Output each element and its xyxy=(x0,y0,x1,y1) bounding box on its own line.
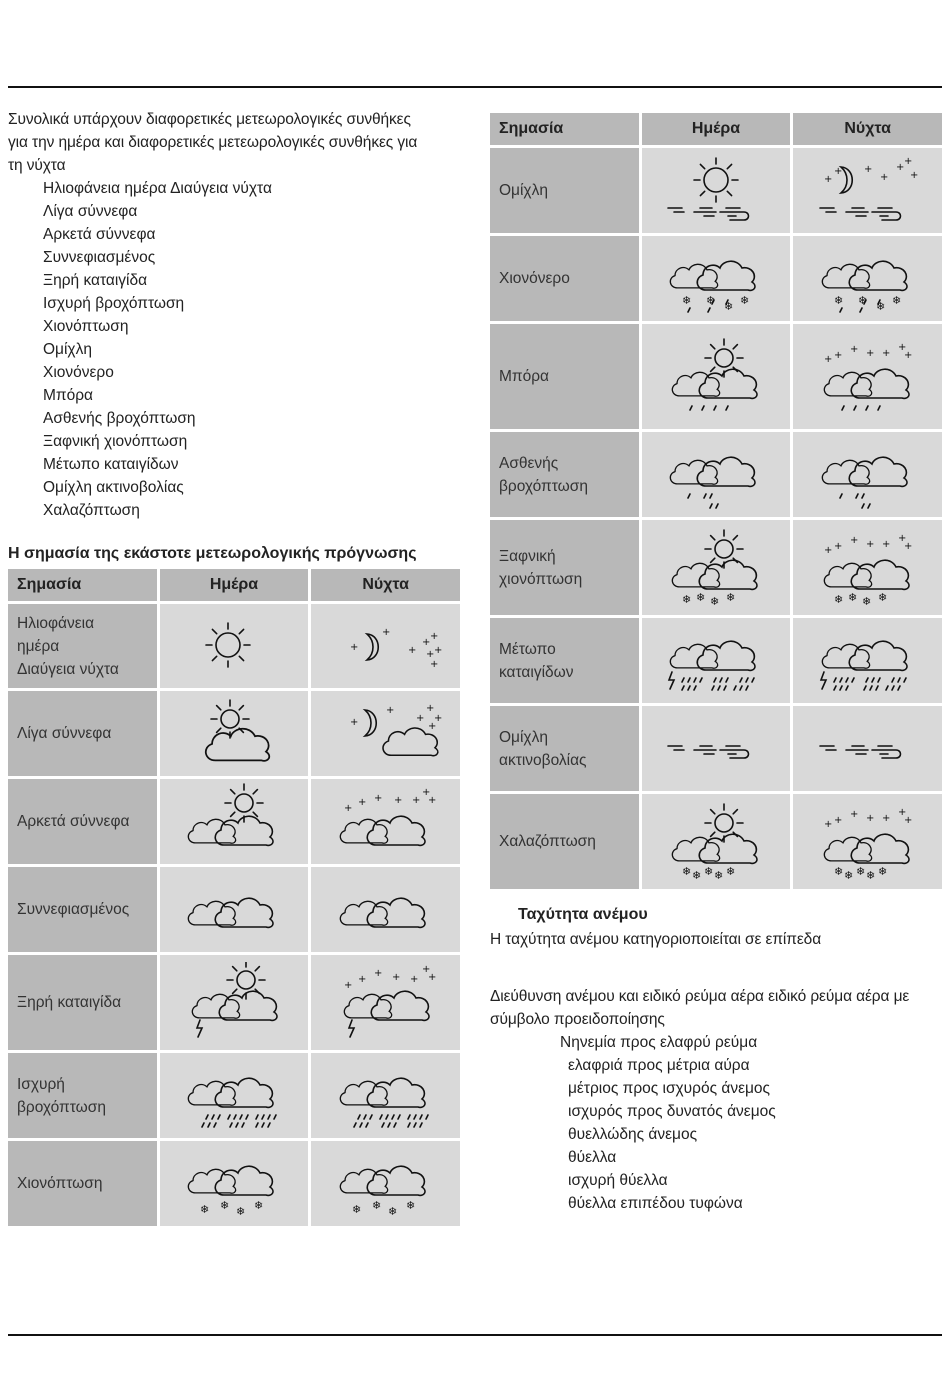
list-item: Χιονόνερο xyxy=(43,364,114,381)
forecast-title: Η σημασία της εκάστοτε μετεωρολογικής πρόγνωσης xyxy=(8,545,417,562)
svg-text:+: + xyxy=(849,343,859,355)
conditions-list xyxy=(8,177,460,522)
night-icon-cell xyxy=(793,618,942,703)
table-row xyxy=(8,955,460,1050)
night-icon-cell xyxy=(793,432,942,517)
day-icon-cell xyxy=(160,867,309,952)
night-icon-cell xyxy=(311,867,460,952)
svg-text:+: + xyxy=(865,347,875,359)
svg-text:❄: ❄ xyxy=(843,868,853,882)
night-icon-cell xyxy=(793,794,942,889)
left-column xyxy=(8,108,460,1229)
forecast-table-right xyxy=(487,110,945,892)
clouds-icon xyxy=(330,869,442,951)
svg-text:+: + xyxy=(849,808,859,820)
svg-text:+: + xyxy=(421,786,431,798)
svg-text:+: + xyxy=(381,627,391,638)
day-icon-cell xyxy=(160,955,309,1050)
table-row xyxy=(490,618,942,703)
header-meaning: Σημασία xyxy=(490,113,639,145)
night-icon-cell xyxy=(311,604,460,688)
row-meaning-label: Ισχυρή βροχόπτωση xyxy=(8,1053,157,1138)
list-item: Ξαφνική χιονόπτωση xyxy=(43,433,188,450)
svg-text:+: + xyxy=(433,645,442,656)
sun-clouds-shower-icon xyxy=(660,336,772,418)
header-night: Νύχτα xyxy=(793,113,942,145)
svg-text:+: + xyxy=(909,169,919,181)
list-item: Ξηρή καταιγίδα xyxy=(43,272,148,289)
list-item: Ισχυρή βροχόπτωση xyxy=(43,295,185,312)
table-row xyxy=(490,706,942,791)
wind-direction-line-2: σύμβολο προειδοποίησης xyxy=(490,1011,665,1028)
svg-text:+: + xyxy=(429,659,439,670)
svg-text:❄: ❄ xyxy=(847,590,857,604)
clouds-heavy-rain-icon xyxy=(178,1055,290,1137)
table-row xyxy=(8,1141,460,1226)
radiation-fog-icon xyxy=(812,708,924,790)
svg-text:+: + xyxy=(823,544,833,556)
svg-text:+: + xyxy=(863,163,873,175)
svg-text:❄: ❄ xyxy=(199,1202,210,1216)
svg-text:+: + xyxy=(343,979,353,991)
svg-text:+: + xyxy=(409,973,419,985)
svg-text:+: + xyxy=(421,963,431,975)
list-item: Ομίχλη xyxy=(43,341,92,358)
night-icon-cell xyxy=(311,955,460,1050)
svg-text:+: + xyxy=(425,702,435,714)
row-meaning-label: Ομίχλη ακτινοβολίας xyxy=(490,706,639,791)
svg-text:❄: ❄ xyxy=(681,592,692,606)
radiation-fog-icon xyxy=(660,708,772,790)
row-meaning-label: Χαλαζόπτωση xyxy=(490,794,639,889)
sun-clouds-hail-icon xyxy=(660,801,772,883)
svg-text:+: + xyxy=(881,347,891,359)
header-day: Ημέρα xyxy=(160,569,309,601)
svg-text:+: + xyxy=(385,704,395,716)
svg-text:+: + xyxy=(411,794,421,806)
intro-line-2: για την ημέρα και διαφορετικές μετεωρολογικές συνθήκες για xyxy=(8,134,418,151)
sun-clouds-snow-shower-icon xyxy=(660,527,772,609)
list-item: Συννεφιασμένος xyxy=(43,249,156,266)
list-item: μέτριος προς ισχυρός άνεμος xyxy=(568,1080,771,1097)
day-icon-cell xyxy=(642,618,791,703)
svg-text:+: + xyxy=(833,814,843,826)
svg-text:+: + xyxy=(879,171,889,183)
row-meaning-label: Μπόρα xyxy=(490,324,639,429)
table-row xyxy=(8,1053,460,1138)
svg-text:+: + xyxy=(897,806,907,818)
table-row xyxy=(490,520,942,615)
right-column xyxy=(490,110,942,1215)
svg-text:+: + xyxy=(407,645,417,656)
row-meaning-label: Λίγα σύννεφα xyxy=(8,691,157,776)
list-item: Μέτωπο καταιγίδων xyxy=(43,456,179,473)
svg-text:❄: ❄ xyxy=(235,1204,246,1218)
svg-text:+: + xyxy=(865,538,875,550)
stars-clouds-lightning-icon xyxy=(330,962,442,1044)
day-icon-cell xyxy=(642,794,791,889)
svg-text:❄: ❄ xyxy=(833,293,843,307)
table-header-row xyxy=(8,569,460,601)
table-row xyxy=(490,432,942,517)
svg-text:❄: ❄ xyxy=(739,293,750,307)
clouds-snow-icon xyxy=(330,1143,442,1225)
svg-text:❄: ❄ xyxy=(713,868,724,882)
svg-text:+: + xyxy=(427,720,437,732)
sun-clouds-icon xyxy=(178,781,290,863)
table-row xyxy=(490,148,942,233)
moon-fog-icon xyxy=(812,150,924,232)
svg-text:❄: ❄ xyxy=(857,293,867,307)
svg-text:❄: ❄ xyxy=(387,1204,397,1218)
svg-text:+: + xyxy=(357,973,367,985)
clouds-heavy-rain-icon xyxy=(330,1055,442,1137)
svg-text:+: + xyxy=(429,631,439,642)
row-meaning-label: Αρκετά σύννεφα xyxy=(8,779,157,864)
list-item: Ηλιοφάνεια ημέρα Διαύγεια νύχτα xyxy=(43,180,272,197)
svg-text:❄: ❄ xyxy=(865,868,875,882)
svg-text:+: + xyxy=(849,534,859,546)
night-icon-cell xyxy=(311,779,460,864)
table-row xyxy=(8,691,460,776)
list-item: θυελλώδης άνεμος xyxy=(568,1126,698,1143)
svg-text:❄: ❄ xyxy=(691,868,702,882)
svg-text:+: + xyxy=(833,349,843,361)
list-item: Ασθενής βροχόπτωση xyxy=(43,410,196,427)
night-icon-cell xyxy=(793,148,942,233)
svg-text:❄: ❄ xyxy=(833,864,843,878)
moon-cloud-icon xyxy=(330,693,442,775)
list-item: ισχυρή θύελλα xyxy=(568,1172,668,1189)
table-row xyxy=(490,324,942,429)
svg-text:+: + xyxy=(373,792,383,804)
row-meaning-label: Ομίχλη xyxy=(490,148,639,233)
day-icon-cell xyxy=(642,520,791,615)
svg-text:+: + xyxy=(427,971,437,983)
day-icon-cell xyxy=(160,1053,309,1138)
clouds-sleet-icon xyxy=(660,238,772,320)
svg-text:+: + xyxy=(823,353,833,365)
row-meaning-label: Ασθενής βροχόπτωση xyxy=(490,432,639,517)
list-item: θύελλα xyxy=(568,1149,617,1166)
table-row xyxy=(8,779,460,864)
moon-stars-icon xyxy=(330,605,442,687)
svg-text:+: + xyxy=(881,812,891,824)
clouds-light-rain-icon xyxy=(812,434,924,516)
table-row xyxy=(490,236,942,321)
day-icon-cell xyxy=(160,779,309,864)
clouds-snow-icon xyxy=(178,1143,290,1225)
svg-text:+: + xyxy=(373,967,383,979)
intro-line-3: τη νύχτα xyxy=(8,157,66,174)
svg-text:+: + xyxy=(897,341,907,353)
svg-text:+: + xyxy=(391,971,401,983)
svg-text:+: + xyxy=(357,796,367,808)
clouds-icon xyxy=(178,869,290,951)
svg-text:+: + xyxy=(895,161,905,173)
row-meaning-label: Ξηρή καταιγίδα xyxy=(8,955,157,1050)
svg-text:❄: ❄ xyxy=(877,590,887,604)
row-meaning-label: Συννεφιασμένος xyxy=(8,867,157,952)
night-icon-cell xyxy=(311,1141,460,1226)
clouds-light-rain-icon xyxy=(660,434,772,516)
svg-text:❄: ❄ xyxy=(855,864,865,878)
svg-text:❄: ❄ xyxy=(891,293,901,307)
svg-text:❄: ❄ xyxy=(405,1198,415,1212)
list-item: ελαφριά προς μέτρια αύρα xyxy=(568,1057,750,1074)
day-icon-cell xyxy=(642,148,791,233)
sun-icon xyxy=(178,605,290,687)
svg-text:+: + xyxy=(903,540,913,552)
list-item: Χιονόπτωση xyxy=(43,318,129,335)
wind-levels-line: Η ταχύτητα ανέμου κατηγοριοποιείται σε επίπεδα xyxy=(490,931,822,948)
night-icon-cell xyxy=(793,324,942,429)
svg-text:❄: ❄ xyxy=(875,299,885,313)
header-day: Ημέρα xyxy=(642,113,791,145)
svg-text:❄: ❄ xyxy=(709,594,720,608)
svg-text:+: + xyxy=(823,818,833,830)
list-item: Νηνεμία προς ελαφρύ ρεύμα xyxy=(560,1034,758,1051)
svg-text:❄: ❄ xyxy=(877,864,887,878)
svg-text:+: + xyxy=(349,642,359,653)
svg-text:❄: ❄ xyxy=(725,864,736,878)
svg-text:❄: ❄ xyxy=(723,299,734,313)
header-night: Νύχτα xyxy=(311,569,460,601)
svg-text:❄: ❄ xyxy=(861,594,871,608)
svg-text:+: + xyxy=(865,812,875,824)
list-item: Λίγα σύννεφα xyxy=(43,203,138,220)
clouds-storm-front-icon xyxy=(660,620,772,702)
svg-text:+: + xyxy=(903,814,913,826)
table-row xyxy=(8,867,460,952)
list-item: Μπόρα xyxy=(43,387,94,404)
stars-clouds-hail-icon xyxy=(812,801,924,883)
intro-line-1: Συνολικά υπάρχουν διαφορετικές μετεωρολογικές συνθήκες xyxy=(8,111,411,128)
night-icon-cell xyxy=(311,691,460,776)
list-item: Αρκετά σύννεφα xyxy=(43,226,156,243)
sun-fog-icon xyxy=(660,150,772,232)
svg-text:+: + xyxy=(823,173,833,185)
day-icon-cell xyxy=(642,236,791,321)
day-icon-cell xyxy=(160,604,309,688)
night-icon-cell xyxy=(793,236,942,321)
svg-text:+: + xyxy=(833,165,843,177)
wind-list xyxy=(490,1031,942,1215)
svg-text:❄: ❄ xyxy=(253,1198,264,1212)
svg-text:❄: ❄ xyxy=(703,864,714,878)
stars-clouds-shower-icon xyxy=(812,336,924,418)
list-item: Ομίχλη ακτινοβολίας xyxy=(43,479,184,496)
day-icon-cell xyxy=(160,691,309,776)
svg-text:+: + xyxy=(393,794,403,806)
svg-text:❄: ❄ xyxy=(725,590,736,604)
wind-direction-line-1: Διεύθυνση ανέμου και ειδικό ρεύμα αέρα ειδικό ρεύμα αέρα με xyxy=(490,988,910,1005)
svg-text:+: + xyxy=(421,637,431,648)
list-item: θύελλα επιπέδου τυφώνα xyxy=(568,1195,743,1212)
list-item: Χαλαζόπτωση xyxy=(43,502,140,519)
svg-text:+: + xyxy=(881,538,891,550)
bottom-rule xyxy=(8,1334,942,1336)
stars-clouds-icon xyxy=(330,781,442,863)
svg-text:❄: ❄ xyxy=(695,590,706,604)
svg-text:+: + xyxy=(349,716,359,728)
day-icon-cell xyxy=(160,1141,309,1226)
header-meaning: Σημασία xyxy=(8,569,157,601)
day-icon-cell xyxy=(642,706,791,791)
row-meaning-label: Μέτωπο καταιγίδων xyxy=(490,618,639,703)
svg-text:+: + xyxy=(425,649,435,660)
table-header-row xyxy=(490,113,942,145)
svg-text:❄: ❄ xyxy=(681,864,692,878)
sun-clouds-lightning-icon xyxy=(178,962,290,1044)
row-meaning-label: Χιονόπτωση xyxy=(8,1141,157,1226)
row-meaning-label: Ηλιοφάνεια ημέρα Διαύγεια νύχτα xyxy=(8,604,157,688)
sun-cloud-icon xyxy=(178,693,290,775)
night-icon-cell xyxy=(311,1053,460,1138)
table-row xyxy=(490,794,942,889)
day-icon-cell xyxy=(642,324,791,429)
night-icon-cell xyxy=(793,520,942,615)
svg-text:+: + xyxy=(343,802,353,814)
svg-text:❄: ❄ xyxy=(705,293,716,307)
svg-text:+: + xyxy=(897,532,907,544)
svg-text:+: + xyxy=(433,712,442,724)
svg-text:+: + xyxy=(903,155,913,167)
list-item: ισχυρός προς δυνατός άνεμος xyxy=(568,1103,776,1120)
svg-text:❄: ❄ xyxy=(219,1198,230,1212)
clouds-sleet-icon xyxy=(812,238,924,320)
svg-text:+: + xyxy=(415,712,425,724)
top-rule xyxy=(8,86,942,88)
svg-text:❄: ❄ xyxy=(681,293,692,307)
stars-clouds-snow-shower-icon xyxy=(812,527,924,609)
svg-text:+: + xyxy=(903,349,913,361)
clouds-storm-front-icon xyxy=(812,620,924,702)
row-meaning-label: Χιονόνερο xyxy=(490,236,639,321)
day-icon-cell xyxy=(642,432,791,517)
forecast-table-left xyxy=(5,566,463,1229)
night-icon-cell xyxy=(793,706,942,791)
svg-text:❄: ❄ xyxy=(351,1202,361,1216)
svg-text:+: + xyxy=(833,540,843,552)
svg-text:+: + xyxy=(427,794,437,806)
svg-text:❄: ❄ xyxy=(371,1198,381,1212)
wind-title: Ταχύτητα ανέμου xyxy=(518,906,648,923)
svg-text:❄: ❄ xyxy=(833,592,843,606)
row-meaning-label: Ξαφνική χιονόπτωση xyxy=(490,520,639,615)
table-row xyxy=(8,604,460,688)
